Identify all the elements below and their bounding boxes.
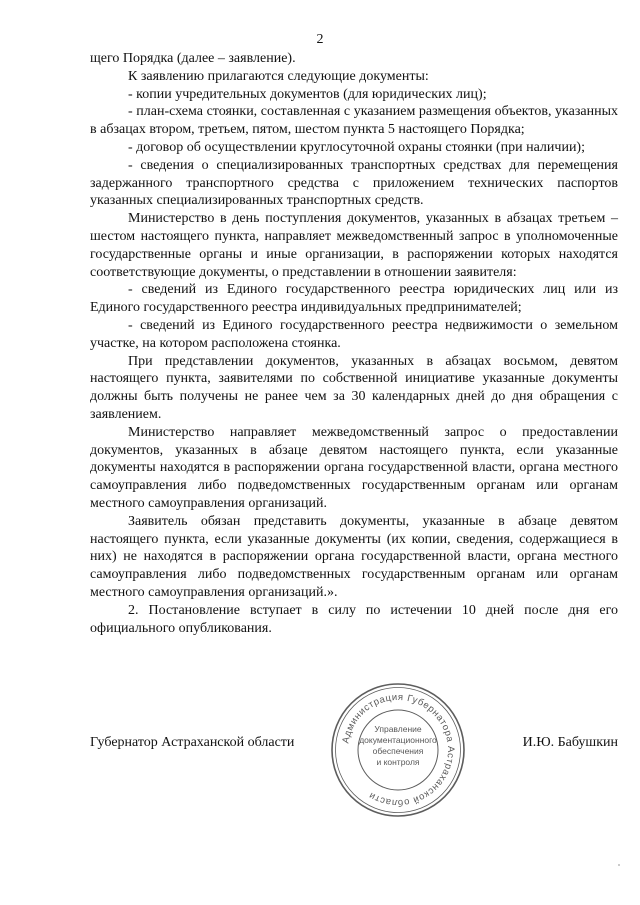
paragraph-attachments-intro: К заявлению прилагаются следующие документы: [128,68,429,84]
list-item-site-plan: - план-схема стоянки, составленная с указанием размещения объектов, указанных в абзацах втором, третьем, пятом, шестом пункта 5 настоящего Порядка; [90,104,618,138]
seal-line: и контроля [376,757,420,767]
signer-title: Губернатор Астраханской области [90,735,295,750]
seal-line: документационного [359,735,437,745]
list-item-special-vehicles: - сведения о специализированных транспортных средствах для перемещения задержанного транспортного средства с приложением технических паспортов указанных специализированных транспортных средств. [90,157,618,209]
seal-center-text [328,724,468,768]
document-body [90,50,618,637]
paragraph-entry-into-force: 2. Постановление вступает в силу по истечении 10 дней после дня его официального опубликования. [90,602,618,636]
list-item-security-contract: - договор об осуществлении круглосуточной охраны стоянки (при наличии); [128,139,585,155]
svg-text:Администрация Губернатора Астр: Администрация Губернатора Астраханской области [340,691,457,809]
page-number: 2 [316,32,324,47]
list-item-founding-docs: - копии учредительных документов (для юридических лиц); [128,86,487,102]
seal-line: обеспечения [372,746,424,756]
paragraph-continuation: щего Порядка (далее – заявление). [90,51,296,66]
signer-name: И.Ю. Бабушкин [522,735,618,750]
paragraph-ministry-request: Министерство направляет межведомственный запрос о предоставлении документов, указанных в абзаце девятом настоящего пункта, если указанные документы находятся в распоряжении органа государственной власти, органа местного самоуправления либо подведомственных государственным органам или органам местного самоуправления организаций. [90,424,618,511]
paragraph-own-initiative: При представлении документов, указанных в абзацах восьмом, девятом настоящего пункта, заявителями по собственной инициативе указанные документы должны быть получены не ранее чем за 30 календарных дней до дня обращения с заявлением. [90,353,618,422]
list-item-legal-entities-register: - сведений из Единого государственного реестра юридических лиц или из Единого государственного реестра индивидуальных предпринимателей; [90,282,618,316]
paragraph-interagency-request: Министерство в день поступления документов, указанных в абзацах третьем – шестом настоящего пункта, направляет межведомственный запрос в уполномоченные государственные органы и иные организации, в распоряжении которых находятся соответствующие документы, о представлении в отношении заявителя: [90,211,618,280]
paragraph-applicant-obligation: Заявитель обязан представить документы, указанные в абзаце девятом настоящего пункта, если указанные документы (их копии, сведения, содержащиеся в них) не находятся в распоряжении органа государственной власти, органа местного самоуправления либо подведомственных государственным органам или органам местного самоуправления организаций.». [90,513,618,600]
official-seal-stamp [328,680,468,820]
scan-dot [618,864,620,866]
seal-line: Управление [374,724,422,734]
list-item-real-estate-register: - сведений из Единого государственного реестра недвижимости о земельном участке, на котором расположена стоянка. [90,317,618,351]
